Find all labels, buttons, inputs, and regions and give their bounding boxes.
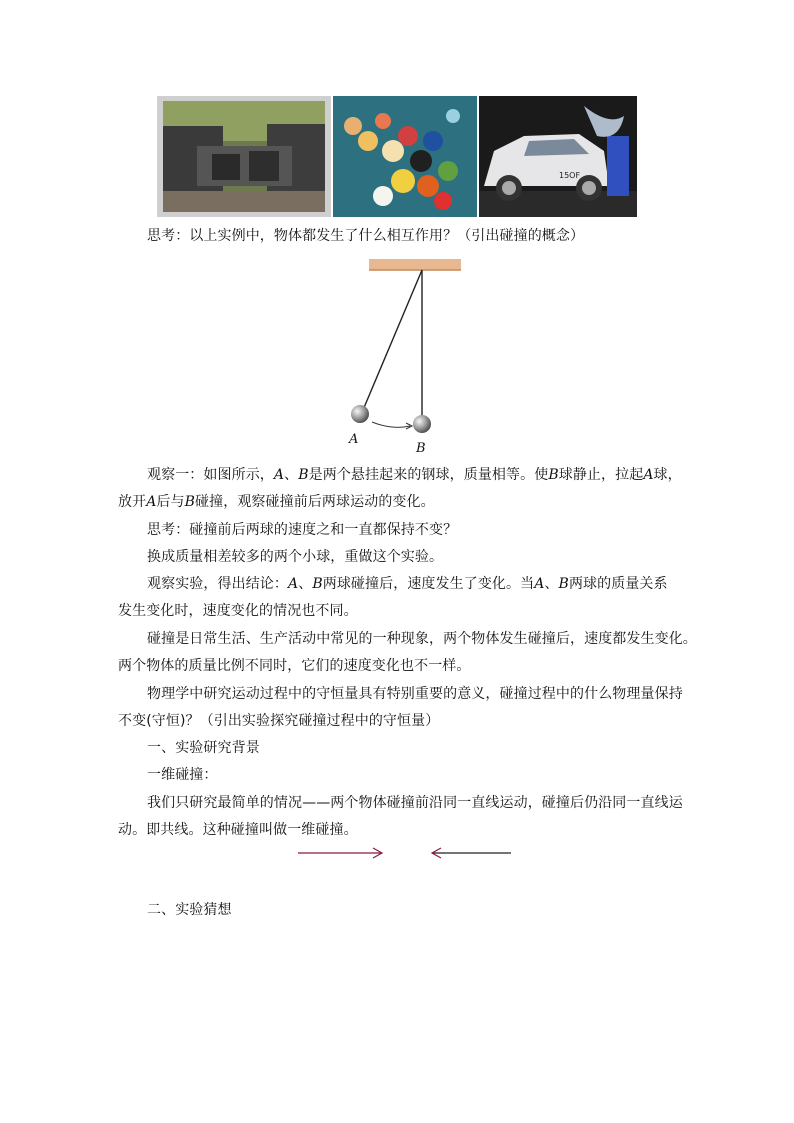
ball-a	[351, 405, 369, 423]
ceiling-bar	[369, 259, 461, 270]
collision-line2: 两个物体的质量比例不同时，它们的速度变化也不一样。	[118, 658, 471, 674]
conclusion-line2: 发生变化时，速度变化的情况也不同。	[118, 603, 358, 619]
section-heading-1: 一、实验研究背景	[147, 740, 260, 756]
car-crash-test-image	[479, 96, 637, 217]
section-heading-2: 二、实验猜想	[147, 902, 232, 918]
conclusion-line1: 观察实验，得出结论：A、B两球碰撞后，速度发生了变化。当A、B两球的质量关系	[147, 576, 668, 592]
observe1-line1: 观察一：如图所示，A、B是两个悬挂起来的钢球，质量相等。使B球静止，拉起A球，	[147, 467, 682, 483]
think-question-2: 思考：碰撞前后两球的速度之和一直都保持不变？	[147, 522, 458, 538]
billiard-balls-image	[333, 96, 477, 217]
string-a	[363, 270, 422, 410]
photo-strip	[157, 96, 637, 217]
crash-test-car-label: 15OF	[559, 171, 581, 180]
redo-experiment: 换成质量相差较多的两个小球，重做这个实验。	[147, 549, 444, 565]
collinear-arrows	[295, 842, 515, 864]
ball-a-label: A	[349, 432, 359, 447]
ball-b-label: B	[416, 441, 426, 454]
one-dim-line2: 动。即共线。这种碰撞叫做一维碰撞。	[118, 822, 358, 838]
physics-line1: 物理学中研究运动过程中的守恒量具有特别重要的意义，碰撞过程中的什么物理量保持	[147, 686, 683, 702]
pendulum-diagram	[340, 254, 480, 454]
one-dim-line1: 我们只研究最简单的情况——两个物体碰撞前沿同一直线运动，碰撞后仍沿同一直线运	[147, 795, 683, 811]
train-coupler-image	[157, 96, 331, 217]
physics-line2: 不变(守恒)？（引出实验探究碰撞过程中的守恒量）	[118, 713, 440, 729]
one-dim-title: 一维碰撞：	[147, 767, 218, 783]
observe1-line2: 放开A后与B碰撞，观察碰撞前后两球运动的变化。	[118, 494, 435, 510]
motion-arrow	[372, 422, 410, 427]
collision-line1: 碰撞是日常生活、生产活动中常见的一种现象，两个物体发生碰撞后，速度都发生变化。	[147, 631, 697, 647]
think-question-1: 思考：以上实例中，物体都发生了什么相互作用？（引出碰撞的概念）	[147, 228, 585, 244]
ball-b	[413, 415, 431, 433]
